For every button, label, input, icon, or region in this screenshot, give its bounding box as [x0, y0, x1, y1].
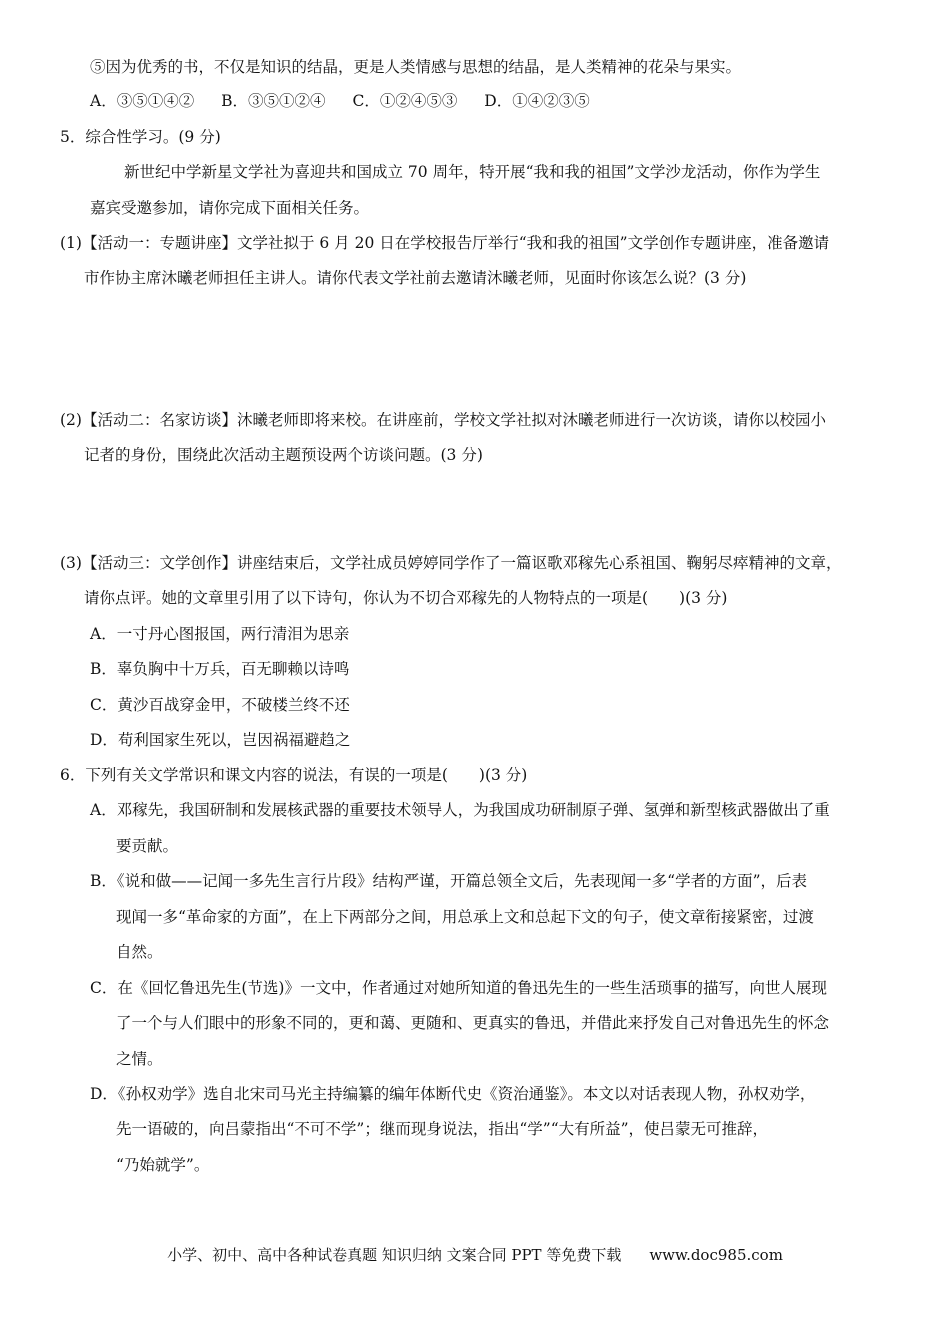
q4-option-b[interactable]: B．③⑤①②④	[221, 92, 326, 110]
q6-option-c-line-1[interactable]: C．在《回忆鲁迅先生(节选)》一文中，作者通过对她所知道的鲁迅先生的一些生活琐事的描写，向世人展现	[90, 979, 827, 997]
q6-option-c-line-3: 之情。	[116, 1050, 163, 1068]
q5-part3-option-a[interactable]: A．一寸丹心图报国，两行清泪为思亲	[90, 625, 350, 643]
q5-part3-line-1: (3)【活动三：文学创作】讲座结束后，文学社成员婷婷同学作了一篇讴歌邓稼先心系祖国、鞠躬尽瘁精神的文章，	[60, 554, 842, 572]
q4-option-a[interactable]: A．③⑤①④②	[90, 92, 195, 110]
q6-option-d-line-2: 先一语破的，向吕蒙指出“不可不学”；继而现身说法，指出“学”“大有所益”，使吕蒙无可推辞，	[116, 1120, 769, 1138]
q6-option-a-line-1[interactable]: A．邓稼先，我国研制和发展核武器的重要技术领导人，为我国成功研制原子弹、氢弹和新型核武器做出了重	[90, 801, 830, 819]
q6-option-b-line-1[interactable]: B．《说和做——记闻一多先生言行片段》结构严谨，开篇总领全文后，先表现闻一多“学者的方面”，后表	[90, 872, 807, 890]
q5-title: 5．综合性学习。(9 分)	[60, 128, 221, 146]
q4-options	[90, 90, 612, 112]
page-footer	[0, 1244, 950, 1265]
footer-site-link[interactable]: www.doc985.com	[649, 1246, 783, 1264]
q6-option-c-line-2: 了一个与人们眼中的形象不同的，更和蔼、更随和、更真实的鲁迅，并借此来抒发自己对鲁迅先生的怀念	[116, 1014, 830, 1032]
q5-part3-option-c[interactable]: C．黄沙百战穿金甲，不破楼兰终不还	[90, 696, 350, 714]
q5-part1-line-1: (1)【活动一：专题讲座】文学社拟于 6 月 20 日在学校报告厅举行“我和我的祖国”文学创作专题讲座，准备邀请	[60, 234, 830, 252]
q4-option-d[interactable]: D．①④②③⑤	[484, 92, 590, 110]
q5-intro-line-1: 新世纪中学新星文学社为喜迎共和国成立 70 周年，特开展“我和我的祖国”文学沙龙活动，你作为学生	[124, 163, 821, 181]
footer-text: 小学、初中、高中各种试卷真题 知识归纳 文案合同 PPT 等免费下载	[167, 1246, 622, 1264]
q5-part2-line-2: 记者的身份，围绕此次活动主题预设两个访谈问题。(3 分)	[84, 446, 483, 464]
q5-part1-line-2: 市作协主席沐曦老师担任主讲人。请你代表文学社前去邀请沐曦老师，见面时你该怎么说？(3 分)	[84, 269, 747, 287]
q4-option-c[interactable]: C．①②④⑤③	[352, 92, 458, 110]
q6-title: 6．下列有关文学常识和课文内容的说法，有误的一项是( )(3 分)	[60, 766, 528, 784]
q5-part3-option-d[interactable]: D．苟利国家生死以，岂因祸福避趋之	[90, 731, 351, 749]
q6-option-d-line-1[interactable]: D．《孙权劝学》选自北宋司马光主持编纂的编年体断代史《资治通鉴》。本文以对话表现人物，孙权劝学，	[90, 1085, 816, 1103]
q6-option-b-line-3: 自然。	[116, 943, 163, 961]
q5-part3-line-2: 请你点评。她的文章里引用了以下诗句，你认为不切合邓稼先的人物特点的一项是( )(3 分)	[84, 589, 728, 607]
q6-option-a-line-2: 要贡献。	[116, 837, 179, 855]
q5-part2-line-1: (2)【活动二：名家访谈】沐曦老师即将来校。在讲座前，学校文学社拟对沐曦老师进行一次访谈，请你以校园小	[60, 411, 826, 429]
q5-part3-option-b[interactable]: B．辜负胸中十万兵，百无聊赖以诗鸣	[90, 660, 350, 678]
q5-intro-line-2: 嘉宾受邀参加，请你完成下面相关任务。	[90, 199, 370, 217]
q6-option-d-line-3: “乃始就学”。	[116, 1156, 210, 1174]
q4-item5: ⑤因为优秀的书，不仅是知识的结晶，更是人类情感与思想的结晶，是人类精神的花朵与果实。	[90, 58, 742, 76]
q6-option-b-line-2: 现闻一多“革命家的方面”，在上下两部分之间，用总承上文和总起下文的句子，使文章衔接紧密，过渡	[116, 908, 814, 926]
